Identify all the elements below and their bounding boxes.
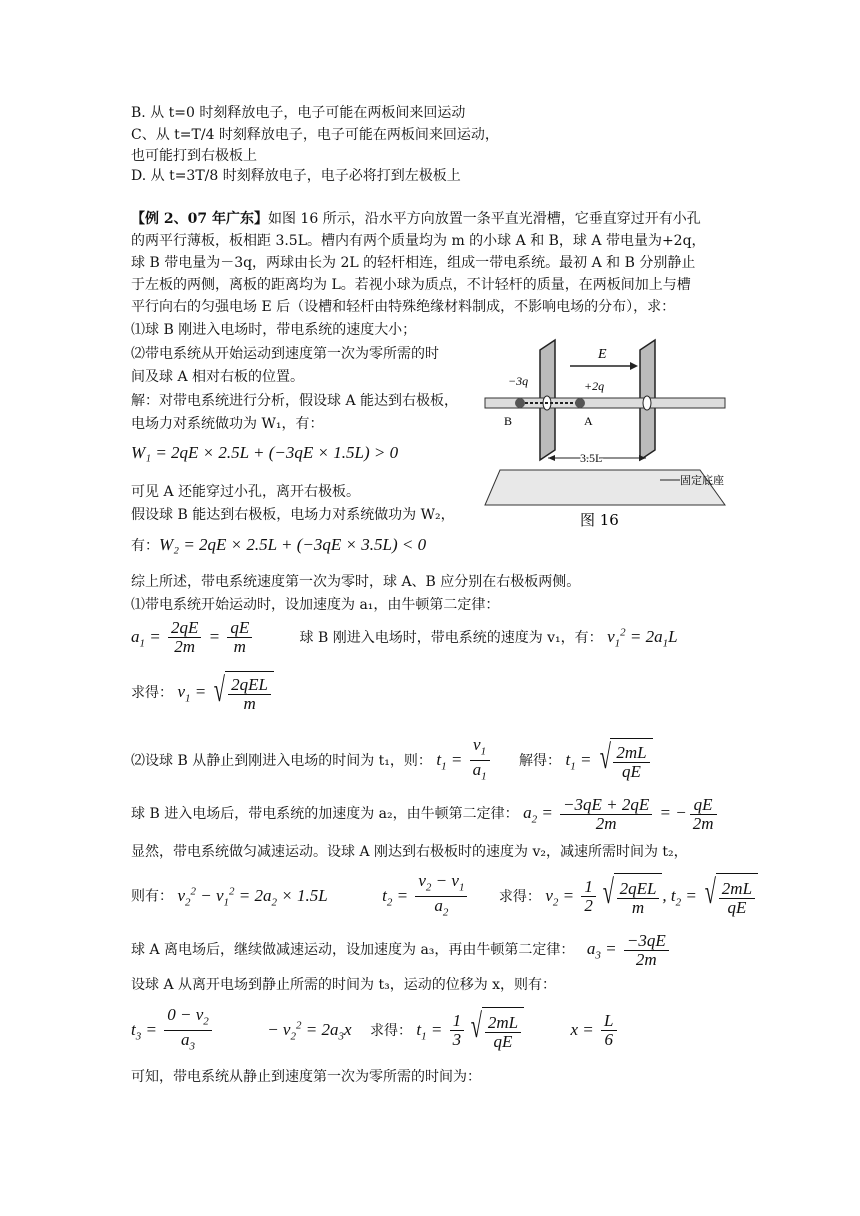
solution-line-7: ⑴带电系统开始运动时，设加速度为 a₁，由牛顿第二定律： (131, 597, 500, 613)
option-c: C、从 t=T/4 时刻释放电子，电子可能在两板间来回运动， (131, 127, 499, 143)
equation-v2-row: 则有： $v_2^2 - v_1^2 = 2a_2 \times 1.5L$ $t_2$ = $\frac{v_2 - v_1}{a_2}$ 求得： $v_2$ = $\frac{1}{2}$ √ $\frac{\text{2qEL}}{m}$ , $t_2$ = √ $\frac{2mL}{qE}$ (131, 868, 758, 925)
equation-t1-row: ⑵设球 B 从静止到刚进入电场的时间为 t₁，则： $t_1$ = $\frac{v_1}{a_1}$ 解得： $t_1$ = √ $\frac{2mL}{qE}$ (131, 736, 653, 788)
question-2: ⑵带电系统从开始运动到速度第一次为零所需的时 (131, 346, 439, 362)
solution-line-17: 可知，带电系统从静止到速度第一次为零所需的时间为： (131, 1069, 481, 1085)
solution-line-1: 解：对带电系统进行分析，假设球 A 能达到右极板， (131, 393, 459, 409)
solution-line-6: 综上所述，带电系统速度第一次为零时，球 A、B 应分别在右极板两侧。 (131, 574, 581, 590)
ball-b (515, 398, 525, 408)
example-line-5: 平行向右的匀强电场 E 后（设槽和轻杆由特殊绝缘材料制成，不影响电场的分布），求： (131, 299, 676, 315)
question-1: ⑴球 B 刚进入电场时，带电系统的速度大小； (131, 322, 417, 338)
charge-a-label: +2q (584, 379, 605, 393)
right-hole (643, 396, 651, 410)
solution-line-4: 假设球 B 能达到右极板，电场力对系统做功为 W₂， (131, 507, 455, 523)
charge-b-label: −3q (508, 374, 529, 388)
figure-caption: 图 16 (580, 511, 619, 529)
equation-a1-row: $a_1$ = $\frac{2qE}{2m}$ = $\frac{qE}{m}$ 球 B 刚进入电场时，带电系统的速度为 v₁，有： $v_1^2 = 2a_1L$ (131, 618, 678, 657)
field-label: E (598, 347, 607, 362)
option-b: B. 从 t=0 时刻释放电子，电子可能在两板间来回运动 (131, 105, 466, 121)
base-label: 固定底座 (680, 474, 724, 487)
example-line-4: 于左板的两侧，离板的距离均为 L。若视小球为质点，不计轻杆的质量，在两板间加上与槽 (131, 277, 691, 293)
example-line-2: 的两平行薄板，板相距 3.5L。槽内有两个质量均为 m 的小球 A 和 B，球 A 带电量为+2q， (131, 233, 706, 249)
option-d: D. 从 t=3T/8 时刻释放电子，电子必将打到左极板上 (131, 168, 461, 184)
solution-line-12: 显然，带电系统做匀减速运动。设球 A 刚达到右极板时的速度为 v₂，减速所需时间为 t₂， (131, 844, 688, 860)
example-line-1: 【例 2、07 年广东】如图 16 所示，沿水平方向放置一条平直光滑槽，它垂直穿过开有小孔 (131, 211, 701, 227)
ball-b-label: B (504, 414, 513, 428)
equation-w1: W₁ = 2qE × 2.5L + (−3qE × 1.5L) > 0 (131, 443, 399, 462)
equation-t3-row: $t_3$ = $\frac{0 - v_2}{a_3}$ − $v_2^2 = 2a_3x$ 求得： $t_1$ = $\frac{1}{3}$ √ $\frac{2mL}{qE}$ x = $\frac{L}{6}$ (131, 1002, 620, 1059)
example-line-3: 球 B 带电量为－3q，两球由长为 2L 的轻杆相连，组成一带电系统。最初 A 和 B 分别静止 (131, 255, 696, 271)
solution-line-15: 设球 A 从离开电场到静止所需的时间为 t₃，运动的位移为 x，则有： (131, 977, 557, 993)
ball-a (575, 398, 585, 408)
equation-v1-row: 求得： $v_1$ = √ $\frac{\text{2qEL}}{m}$ (131, 670, 274, 720)
distance-label: 3.5L (580, 451, 603, 465)
equation-w2: W₂ = 2qE × 2.5L + (−3qE × 3.5L) < 0 (159, 535, 427, 554)
figure-16 (480, 330, 730, 530)
solution-line-2: 电场力对系统做功为 W₁，有： (131, 416, 324, 432)
ball-a-label: A (584, 414, 593, 428)
example-heading: 【例 2、07 年广东】 (131, 211, 268, 227)
solution-line-5: 有：W₂ = 2qE × 2.5L + (−3qE × 3.5L) < 0 (131, 535, 427, 554)
solution-line-3: 可见 A 还能穿过小孔，离开右极板。 (131, 484, 361, 500)
option-c-cont: 也可能打到右极板上 (131, 148, 257, 164)
equation-a2-row: 球 B 进入电场后，带电系统的加速度为 a₂，由牛顿第二定律： $a_2$ = $\frac{-3qE + 2qE}{2m}$ = − $\frac{qE}{2m}$ (131, 792, 720, 840)
question-2-cont: 间及球 A 相对右板的位置。 (131, 369, 305, 385)
equation-a3-row: 球 A 离电场后，继续做减速运动，设加速度为 a₃，再由牛顿第二定律： $a_3$ = $\frac{-3qE}{2m}$ (131, 928, 672, 976)
